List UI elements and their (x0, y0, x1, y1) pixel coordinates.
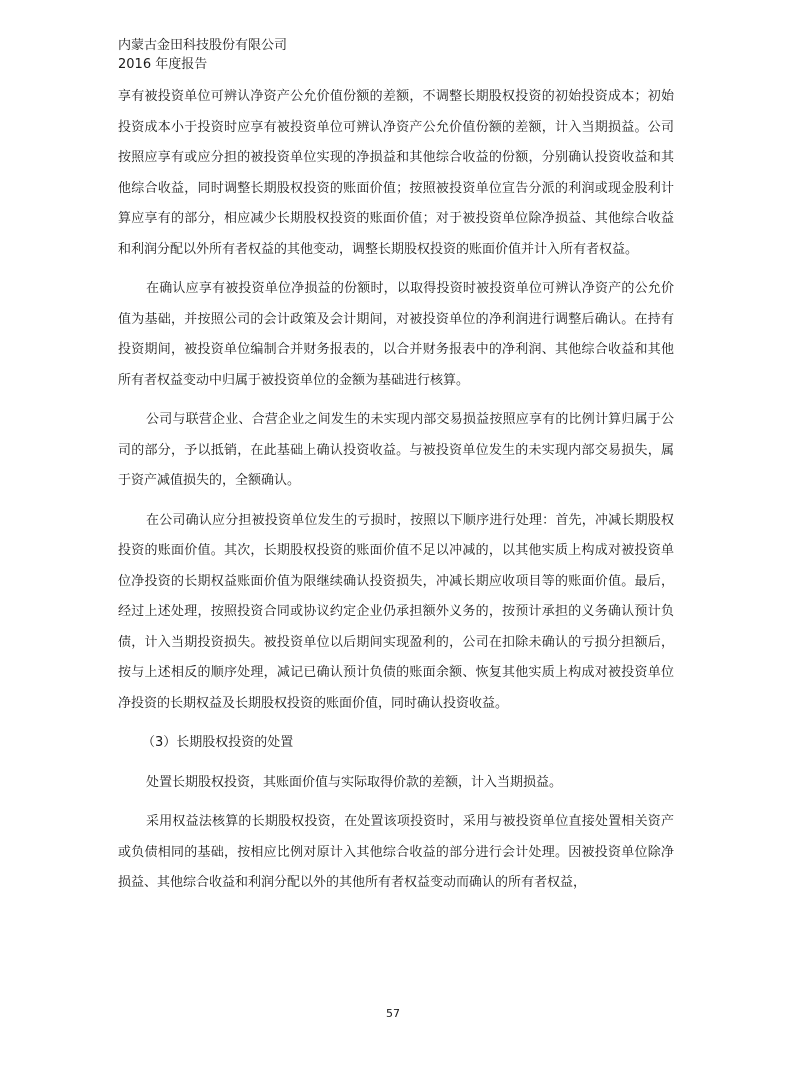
paragraph: 在公司确认应分担被投资单位发生的亏损时，按照以下顺序进行处理：首先，冲减长期股权投资的账面价值。其次，长期股权投资的账面价值不足以冲减的，以其他实质上构成对被投资单位净投资的长期权益账面价值为限继续确认投资损失，冲减长期应收项目等的账面价值。最后，经过上述处理，按照投资合同或协议约定企业仍承担额外义务的，按预计承担的义务确认预计负债，计入当期投资损失。被投资单位以后期间实现盈利的，公司在扣除未确认的亏损分担额后，按与上述相反的顺序处理，减记已确认预计负债的账面余额、恢复其他实质上构成对被投资单位净投资的长期权益及长期股权投资的账面价值，同时确认投资收益。 (118, 512, 674, 711)
paragraph: 公司与联营企业、合营企业之间发生的未实现内部交易损益按照应享有的比例计算归属于公司的部分，予以抵销，在此基础上确认投资收益。与被投资单位发生的未实现内部交易损失，属于资产减值损失的，全额确认。 (118, 412, 674, 488)
paragraph: 采用权益法核算的长期股权投资，在处置该项投资时，采用与被投资单位直接处置相关资产或负债相同的基础，按相应比例对原计入其他综合收益的部分进行会计处理。因被投资单位除净损益、其他综合收益和利润分配以外的其他所有者权益变动而确认的所有者权益， (118, 814, 674, 890)
paragraph: 享有被投资单位可辨认净资产公允价值份额的差额，不调整长期股权投资的初始投资成本；初始投资成本小于投资时应享有被投资单位可辨认净资产公允价值份额的差额，计入当期损益。公司按照应享有或应分担的被投资单位实现的净损益和其他综合收益的份额，分别确认投资收益和其他综合收益，同时调整长期股权投资的账面价值；按照被投资单位宣告分派的利润或现金股利计算应享有的部分，相应减少长期股权投资的账面价值；对于被投资单位除净损益、其他综合收益和利润分配以外所有者权益的其他变动，调整长期股权投资的账面价值并计入所有者权益。 (118, 89, 674, 257)
document-body (118, 82, 674, 908)
page-header (118, 36, 287, 74)
paragraph: 处置长期股权投资，其账面价值与实际取得价款的差额，计入当期损益。 (146, 774, 563, 790)
section-heading: （3）长期股权投资的处置 (142, 735, 294, 750)
page-number: 57 (386, 1007, 400, 1020)
paragraph: 在确认应享有被投资单位净损益的份额时，以取得投资时被投资单位可辨认净资产的公允价值为基础，并按照公司的会计政策及会计期间，对被投资单位的净利润进行调整后确认。在持有投资期间，被投资单位编制合并财务报表的，以合并财务报表中的净利润、其他综合收益和其他所有者权益变动中归属于被投资单位的金额为基础进行核算。 (118, 281, 674, 388)
report-title: 2016 年度报告 (118, 57, 208, 72)
company-name: 内蒙古金田科技股份有限公司 (118, 38, 288, 53)
